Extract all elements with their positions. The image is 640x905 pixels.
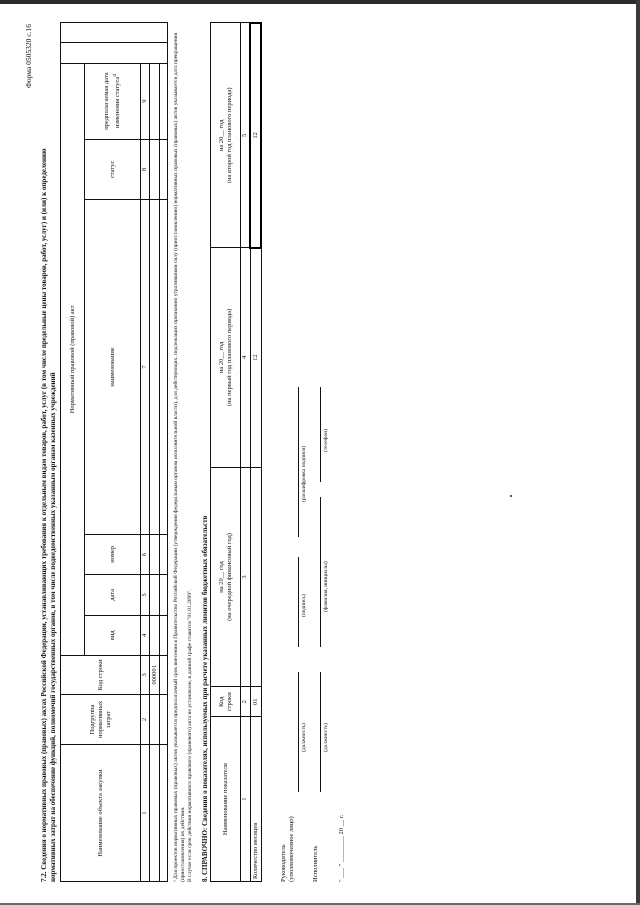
cell-type[interactable] [160,615,168,656]
col-line-code: Код строки [61,656,141,694]
col-year-2 [211,248,241,468]
section-7-2-title: 7.2. Сведения о нормативных правовых (правовых) актах Российской Федерации, устанавливающих требования к отдельным видам товаров, работ, услуг (в том числе предельные цены товаров, работ, услуг) и (или) к определению нормативных затрат на обеспечение функций, полномочий государственных органов, в том числе подведомственных указанным органам казенных учреждений [40,148,57,882]
colnum-4: 4 [141,615,150,656]
year1-sub: (на очередной финансовый год) [225,533,233,621]
colnum-9: 9 [141,63,150,139]
colnum-1: 1 [141,745,150,882]
cell-status-date[interactable] [160,63,168,139]
col-date: дата [85,575,141,616]
col-type: вид [85,615,141,656]
head-position-line[interactable] [298,672,299,792]
col-number: номер [85,534,141,575]
col-object-name: Наименование объекта закупки [61,745,141,882]
cell-name[interactable] [150,200,160,534]
months-label: Количество месяцев [250,717,261,882]
head-sub-label: (уполномоченное лицо) [288,816,295,882]
col-status-date [85,63,141,139]
colnum-5: 5 [241,23,251,248]
date-line: " ___ " ________ 20 __ г. [338,814,345,882]
col-norm-costs: Подгруппа нормативных затрат [61,694,141,745]
executor-label: Исполнитель [312,845,319,882]
executor-position-caption: (должность) [323,723,329,752]
head-signature-line[interactable] [298,557,299,647]
colnum-1: 1 [241,717,251,882]
column-numbers-row [241,23,251,882]
colnum-2: 2 [241,687,251,717]
head-label: Руководитель [280,844,287,882]
spare-col-a [61,43,168,63]
section-8-title: 8. СПРАВОЧНО: Сведения о показателях, используемых при расчете указанных лимитов бюджетных обязательств [201,515,209,882]
table-row [150,23,160,882]
column-numbers-row [141,23,150,882]
colnum-5: 5 [141,575,150,616]
col-line-code-2: Код строки [211,687,241,717]
spare-col-b [61,23,168,43]
cell-date[interactable] [160,575,168,616]
cell-type[interactable] [150,615,160,656]
months-year-3: 12 [250,23,261,248]
months-year-2: 12 [250,248,261,468]
table-row [250,23,261,882]
year3-sub: (на второй год планового периода) [225,87,233,184]
footnote-mark: 4 [111,74,118,77]
legal-acts-table [60,22,168,882]
cell-status[interactable] [150,139,160,200]
col-name: наименование [85,200,141,534]
scan-top-edge [0,0,640,4]
executor-phone-caption: (телефон) [323,428,329,452]
cell-object[interactable] [150,745,160,882]
executor-position-line[interactable] [320,672,321,792]
col-status: статус [85,139,141,200]
year2-sub: (на первый год планового периода) [225,308,233,407]
executor-fio-caption: (фамилия, инициалы) [323,561,329,612]
year3-label: на 20__ год [217,119,225,152]
col-indicator: Наименование показателя [211,717,241,882]
rotated-form-page [20,22,620,882]
cell-norm[interactable] [150,694,160,745]
col-year-1 [211,467,241,687]
scan-right-edge [636,0,640,905]
months-code: 01 [250,687,261,717]
executor-phone-line[interactable] [320,387,321,482]
indicators-table [210,22,262,882]
months-year-1[interactable] [250,467,261,687]
cell-object[interactable] [160,745,168,882]
cell-number[interactable] [150,534,160,575]
cell-code: 000001 [150,656,160,694]
head-signature-caption: (подпись) [301,594,307,617]
col-status-date-text: предполагаемая дата изменения статуса [102,72,122,130]
colnum-3: 3 [241,467,251,687]
head-position-caption: (должность) [301,723,307,752]
col-legal-act: Нормативный правовой (правовой) акт [61,63,85,656]
head-decode-line[interactable] [298,387,299,537]
colnum-2: 2 [141,694,150,745]
col-year-3 [211,23,241,248]
cell-date[interactable] [150,575,160,616]
table-row [160,23,168,882]
colnum-7: 7 [141,200,150,534]
colnum-8: 8 [141,139,150,200]
form-number: Форма 0505320 с.16 [24,24,33,89]
year1-label: на 20__ год [217,561,225,593]
footnote-3: ³ Для проектов нормативных правовых (правовых) актов указывается предполагаемый срок внесения в Правительство Российской Федерации (утверждения федеральным органом исполнительной власти), для действующих, подлежащих признанию утратившими силу (приостановлению) нормативных правовых (правовых) актов указывается дата прекращения (приостановления) их действия. [173,32,186,882]
cell-status-date[interactable] [150,63,160,139]
footnote-4: В случае если срок действия нормативного правового (правового) акта не установлен, в данной графе ставится "01.01.2099". [187,589,193,882]
cell-code[interactable] [160,656,168,694]
cell-status[interactable] [160,139,168,200]
year2-label: на 20__ год [217,341,225,374]
cell-name[interactable] [160,200,168,534]
cell-norm[interactable] [160,694,168,745]
colnum-6: 6 [141,534,150,575]
colnum-3: 3 [141,656,150,694]
head-decode-caption: (расшифровка подписи) [301,445,307,502]
colnum-4: 4 [241,248,251,468]
executor-fio-line[interactable] [320,497,321,647]
cell-number[interactable] [160,534,168,575]
